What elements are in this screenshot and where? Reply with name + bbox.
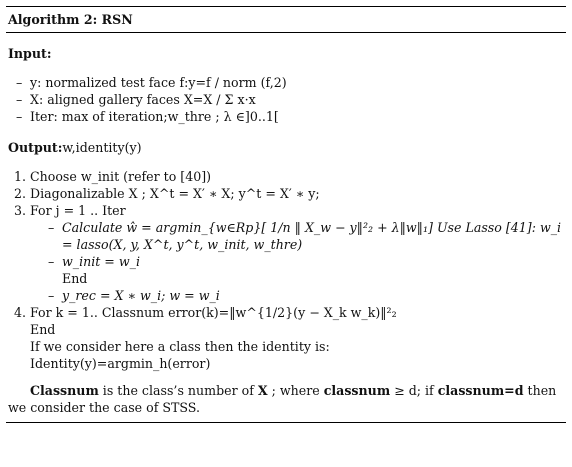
algorithm-steps (8, 168, 564, 372)
loop-end: End (62, 271, 88, 286)
step-1: 1. Choose w_init (refer to [40]) (30, 168, 564, 185)
input-item-x: – X: aligned gallery faces X=X / Σ x·x (16, 91, 564, 108)
input-item-y: – y: normalized test face f:y=f / norm (f,2) (16, 74, 564, 91)
loop-winit: – w_init = w_i (48, 253, 564, 270)
output-line (8, 139, 564, 156)
output-section (6, 139, 566, 372)
output-value: w,identity(y) (62, 140, 142, 155)
footer-note: Classnum is the class’s number of X ; where classnum ≥ d; if classnum=d then we consider the case of STSS. (8, 383, 557, 415)
loop-calc: – Calculate ŵ = argmin_{w∈Rp}[ 1/n ‖ X_w − y‖²₂ + λ‖w‖₁] Use Lasso [41]: w_i = lasso(X, y, X^t, y^t, w_init, w_thre) (48, 219, 564, 253)
loop-yrec: – y_rec = X ∗ w_i; w = w_i (48, 287, 564, 304)
input-list (8, 74, 564, 125)
step4-identity: Identity(y)=argmin_h(error) (30, 356, 211, 371)
step-3: 3. For j = 1 .. Iter – Calculate ŵ = argmin_{w∈Rp}[ 1/n ‖ X_w − y‖²₂ + λ‖w‖₁] Use Lasso [41]: w_i = lasso(X, y, X^t, y^t, w_init, w_thre) – w_init = w_i End – y_rec = X ∗ w_i; w = w_i (30, 202, 564, 304)
output-heading: Output: (8, 140, 63, 155)
step-4: 4. For k = 1.. Classnum error(k)=‖w^{1/2}(y − X_k w_k)‖²₂ End If we consider here a class then the identity is: Identity(y)=argmin_h(error) (30, 304, 564, 372)
algorithm-title: Algorithm 2: RSN (8, 12, 133, 27)
input-heading: Input: (8, 46, 52, 61)
step-2: 2. Diagonalizable X ; X^t = X′ ∗ X; y^t = X′ ∗ y; (30, 185, 564, 202)
input-section (6, 45, 566, 125)
input-item-iter: – Iter: max of iteration;w_thre ; λ ∈]0..1[ (16, 108, 564, 125)
step4-condition: If we consider here a class then the identity is: (30, 339, 330, 354)
step4-end: End (30, 322, 56, 337)
algorithm-box (6, 6, 566, 423)
algorithm-title-row (6, 7, 566, 33)
loop-body (30, 219, 564, 304)
